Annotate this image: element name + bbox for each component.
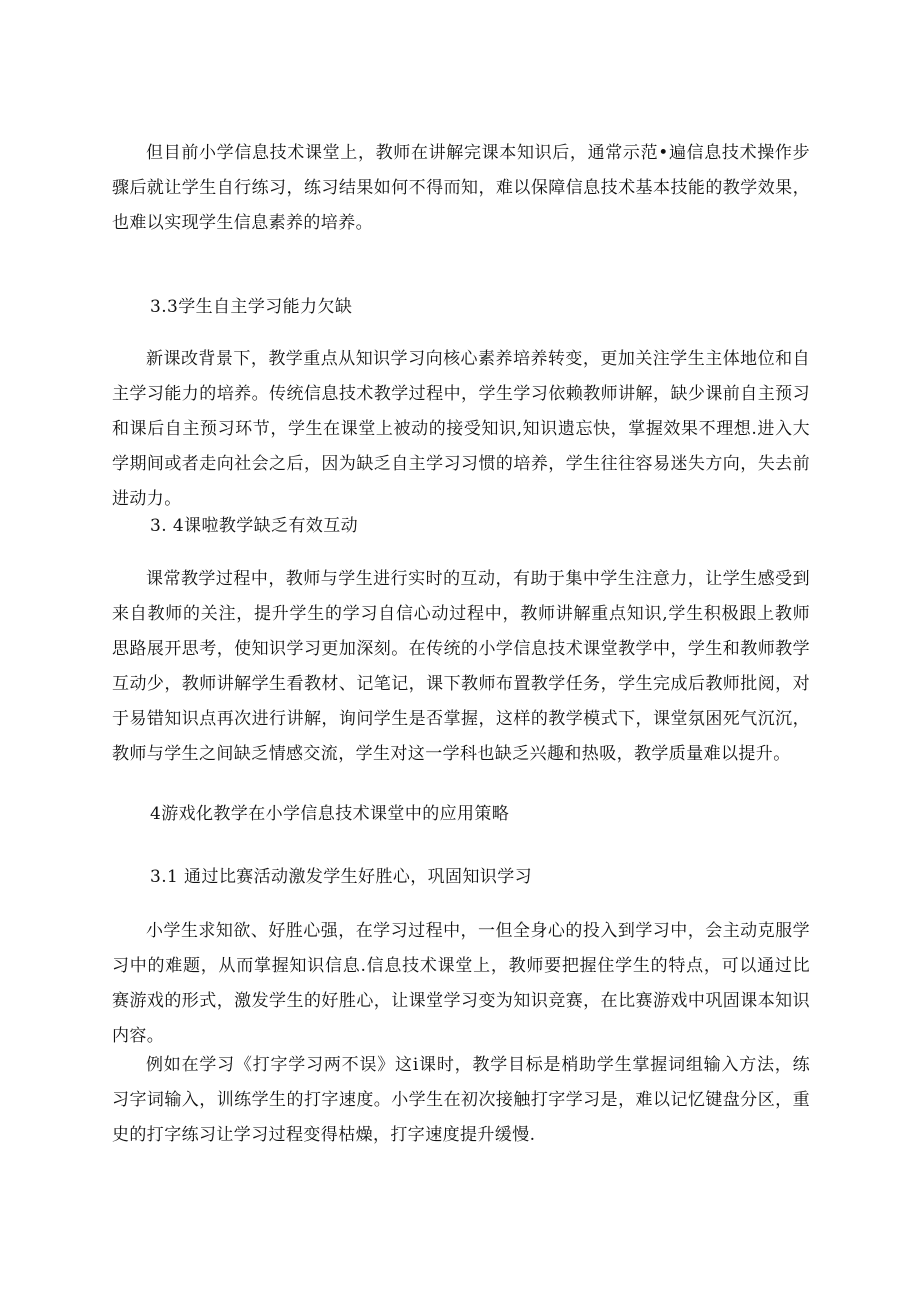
section-heading-3-4: 3. 4课啦教学缺乏有效互动: [150, 516, 359, 536]
paragraph-teacher-demonstration: 但目前小学信息技术课堂上，教师在讲解完课本知识后，通常示范•遍信息技术操作步骤后就让学生自行练习，练习结果如何不得而知，难以保障信息技术基本技能的教学效果，也难以实现学生信息素养的培养。: [112, 143, 810, 233]
section-heading-4: 4游戏化教学在小学信息技术课堂中的应用策略: [150, 804, 510, 824]
section-heading-3-3: 3.3学生自主学习能力欠缺: [150, 297, 353, 317]
paragraph-competition-activities: 小学生求知欲、好胜心强，在学习过程中，一但全身心的投入到学习中，会主动克服学习中的难题，从而掌握知识信息.信息技术课堂上，教师要把握住学生的特点，可以通过比赛游戏的形式，激发学生的好胜心，让课堂学习变为知识竞赛，在比赛游戏中巩固课本知识内容。: [112, 921, 810, 1046]
section-heading-3-1: 3.1 通过比赛活动激发学生好胜心，巩固知识学习: [150, 867, 533, 887]
paragraph-typing-example: 例如在学习《打字学习两不误》这i课时，教学目标是梢助学生掌握词组输入方法，练习字词输入，训练学生的打字速度。小学生在初次接触打字学习是，难以记忆键盘分区，重史的打字练习让学习过程变得枯燥，打字速度提升缓慢.: [112, 1055, 810, 1145]
paragraph-classroom-interaction: 课常教学过程中，教师与学生进行实时的互动，有助于集中学生注意力，让学生感受到来自教师的关注，提升学生的学习自信心动过程中，教师讲解重点知识,学生积极跟上教师思路展开思考，使知识学习更加深刻。在传统的小学信息技术课堂教学中，学生和教师教学互动少，教师讲解学生看教材、记笔记，课下教师布置教学任务，学生完成后教师批阅，对于易错知识点再次进行讲解，询问学生是否掌握，这样的教学模式下，课堂氛困死气沉沉，教师与学生之间缺乏情感交流，学生对这一学科也缺乏兴趣和热吸，教学质量难以提升。: [112, 569, 810, 764]
paragraph-self-learning: 新课改背景下，教学重点从知识学习向核心素养培养转变，更加关注学生主体地位和自主学习能力的培养。传统信息技术教学过程中，学生学习依赖教师讲解，缺少课前自主预习和课后自主预习环节，学生在课堂上被动的接受知识,知识遗忘快，掌握效果不理想.进入大学期间或者走向社会之后，因为缺乏自主学习习惯的培养，学生往往容易迷失方向，失去前进动力。: [112, 349, 810, 509]
